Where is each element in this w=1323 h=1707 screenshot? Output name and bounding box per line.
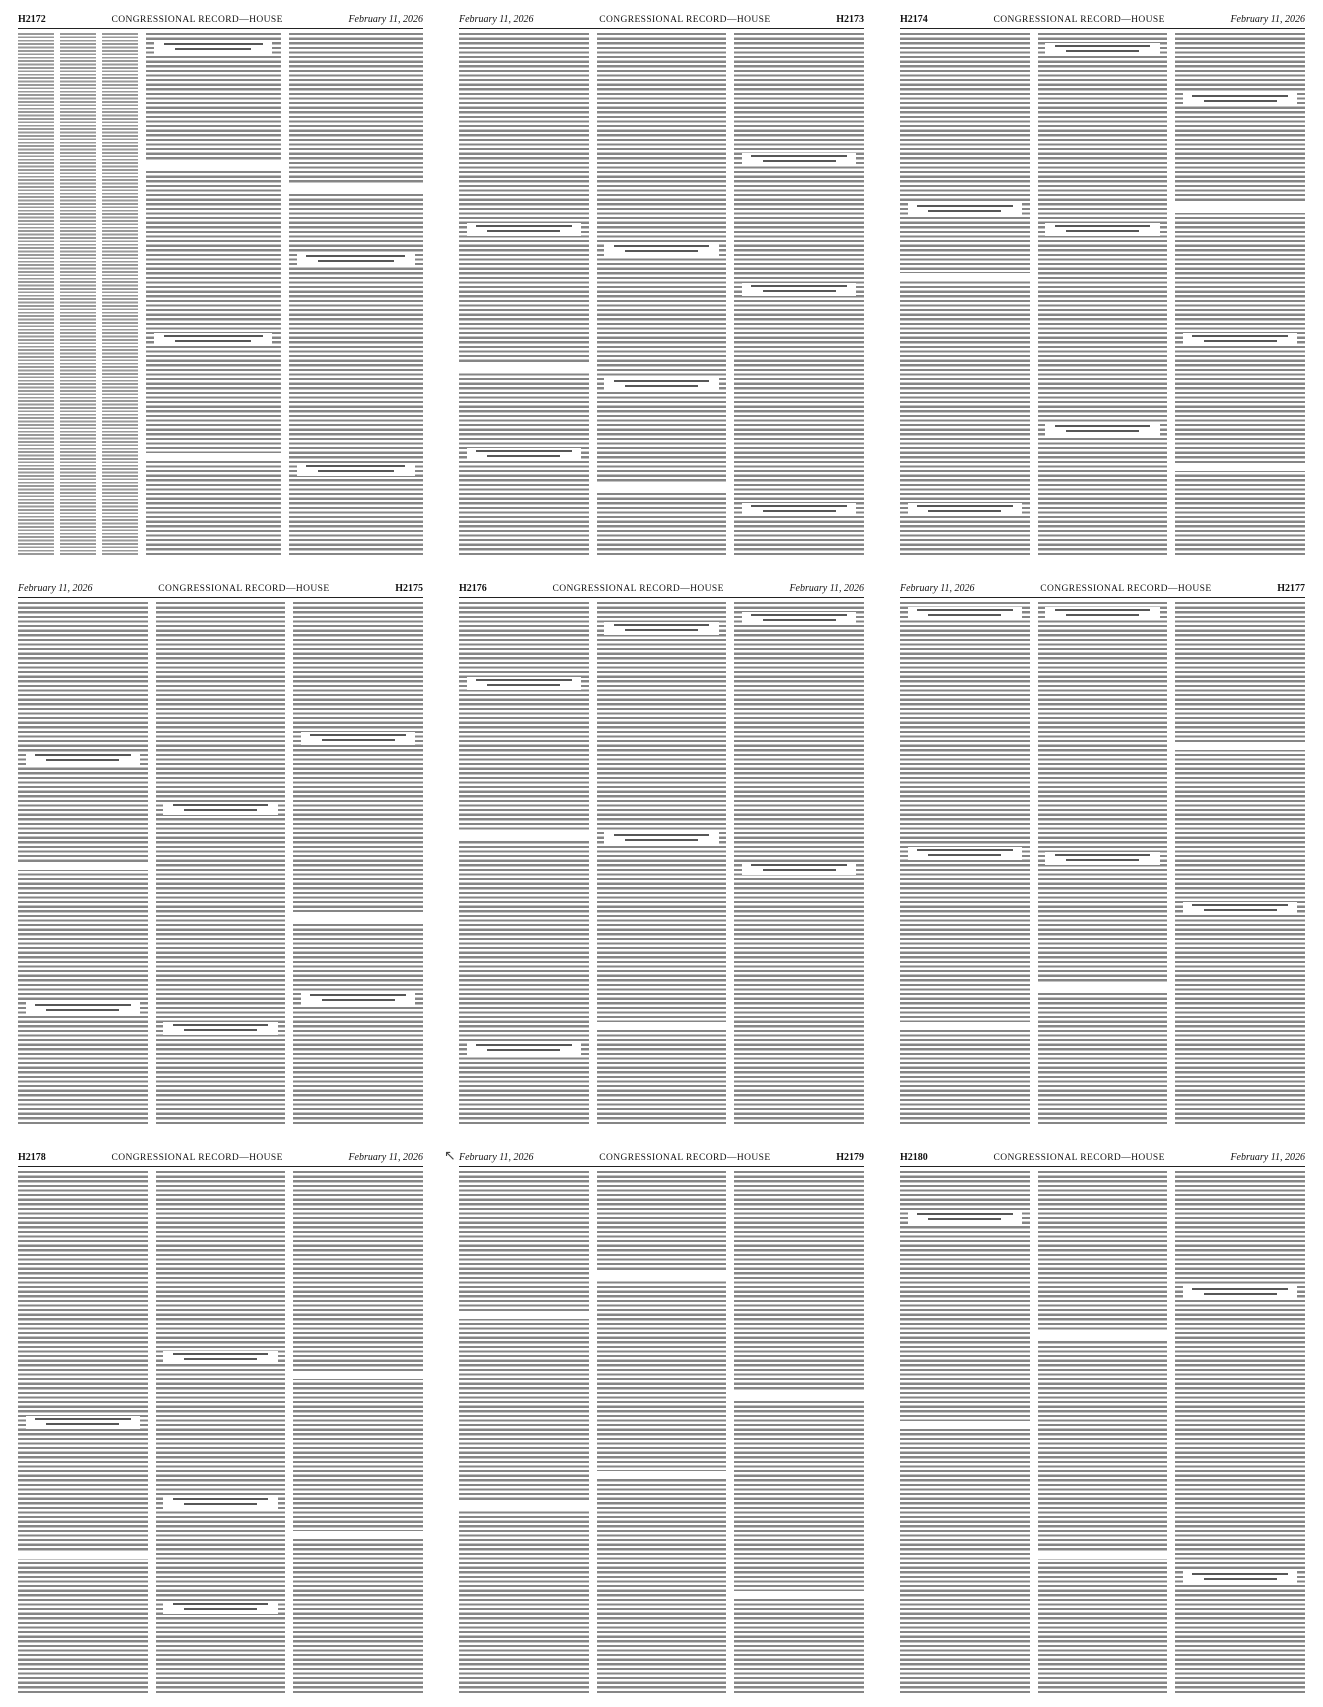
page-number: H2180 (900, 1152, 928, 1163)
page-header (459, 583, 864, 598)
text-column (1175, 1171, 1305, 1694)
section-heading (604, 243, 718, 256)
paragraph-break (459, 1311, 589, 1319)
page-date: February 11, 2026 (348, 1152, 423, 1163)
record-page (0, 1138, 441, 1707)
section-heading (297, 253, 415, 266)
page-header (900, 14, 1305, 29)
section-heading (1045, 43, 1159, 56)
section-heading (908, 607, 1022, 620)
section-heading (742, 612, 856, 625)
section-heading (163, 802, 277, 815)
section-heading (1183, 93, 1297, 106)
section-heading (604, 622, 718, 635)
masthead-title: CONGRESSIONAL RECORD—HOUSE (993, 15, 1165, 25)
section-heading (604, 378, 718, 391)
text-column (900, 602, 1030, 1125)
page-date: February 11, 2026 (1230, 1152, 1305, 1163)
paragraph-break (734, 1591, 864, 1599)
section-heading (297, 463, 415, 476)
paragraph-break (734, 1391, 864, 1399)
paragraph-break (293, 1531, 423, 1539)
section-heading (467, 677, 581, 690)
text-column (102, 33, 138, 556)
text-column (60, 33, 96, 556)
section-heading (154, 41, 272, 54)
page-number: H2177 (1277, 583, 1305, 594)
page-date: February 11, 2026 (348, 14, 423, 25)
section-heading (163, 1351, 277, 1364)
text-column (597, 602, 727, 1125)
text-column (1175, 33, 1305, 556)
paragraph-break (459, 1501, 589, 1509)
page-number: H2172 (18, 14, 46, 25)
paragraph-break (1038, 1551, 1168, 1559)
page-number: H2175 (395, 583, 423, 594)
text-column (597, 1171, 727, 1694)
text-column (1038, 602, 1168, 1125)
page-header (18, 14, 423, 29)
paragraph-break (1038, 1331, 1168, 1339)
text-column (734, 602, 864, 1125)
text-column (18, 602, 148, 1125)
text-column (900, 33, 1030, 556)
page-date: February 11, 2026 (459, 14, 534, 25)
record-page (441, 1138, 882, 1707)
section-heading (742, 503, 856, 516)
page-date: February 11, 2026 (18, 583, 93, 594)
paragraph-break (900, 273, 1030, 281)
section-heading (1045, 423, 1159, 436)
paragraph-break (597, 1022, 727, 1030)
paragraph-break (146, 161, 281, 171)
record-page (882, 0, 1323, 569)
paragraph-break (18, 1551, 148, 1559)
paragraph-break (293, 912, 423, 922)
section-heading (467, 1042, 581, 1055)
paragraph-break (1175, 463, 1305, 471)
paragraph-break (900, 1022, 1030, 1030)
page-date: February 11, 2026 (900, 583, 975, 594)
section-heading (1045, 607, 1159, 620)
masthead-title: CONGRESSIONAL RECORD—HOUSE (1040, 584, 1212, 594)
section-heading (26, 752, 140, 765)
section-heading (467, 223, 581, 236)
page-header (900, 583, 1305, 598)
section-heading (742, 862, 856, 875)
text-column (1038, 33, 1168, 556)
section-heading (742, 153, 856, 166)
paragraph-break (597, 483, 727, 491)
page-date: February 11, 2026 (459, 1152, 534, 1163)
page-date: February 11, 2026 (1230, 14, 1305, 25)
text-column (1038, 1171, 1168, 1694)
section-heading (301, 732, 415, 745)
text-column (459, 1171, 589, 1694)
paragraph-break (900, 1421, 1030, 1429)
page-number: H2173 (836, 14, 864, 25)
masthead-title: CONGRESSIONAL RECORD—HOUSE (993, 1153, 1165, 1163)
section-heading (163, 1601, 277, 1614)
section-heading (604, 832, 718, 845)
page-header (18, 583, 423, 598)
page-number: H2179 (836, 1152, 864, 1163)
paragraph-break (459, 832, 589, 840)
text-column (597, 33, 727, 556)
page-number: H2176 (459, 583, 487, 594)
text-column (293, 1171, 423, 1694)
section-heading (26, 1002, 140, 1015)
paragraph-break (18, 862, 148, 870)
section-heading (908, 503, 1022, 516)
text-column (156, 602, 286, 1125)
paragraph-break (597, 1271, 727, 1279)
section-heading (742, 283, 856, 296)
section-heading (908, 847, 1022, 860)
record-page (882, 569, 1323, 1138)
section-heading (26, 1416, 140, 1429)
text-column (734, 33, 864, 556)
mouse-cursor-icon: ↖ (444, 1148, 456, 1164)
paragraph-break (1175, 203, 1305, 213)
masthead-title: CONGRESSIONAL RECORD—HOUSE (111, 15, 283, 25)
text-column (146, 33, 281, 556)
page-header (459, 1152, 864, 1167)
masthead-title: CONGRESSIONAL RECORD—HOUSE (599, 1153, 771, 1163)
section-heading (301, 992, 415, 1005)
section-heading (154, 333, 272, 346)
text-column (459, 33, 589, 556)
section-heading (1045, 223, 1159, 236)
paragraph-break (1175, 742, 1305, 750)
masthead-title: CONGRESSIONAL RECORD—HOUSE (111, 1153, 283, 1163)
record-page (441, 569, 882, 1138)
record-page (0, 0, 441, 569)
section-heading (1183, 1571, 1297, 1584)
record-page (882, 1138, 1323, 1707)
page-number: H2174 (900, 14, 928, 25)
paragraph-break (146, 453, 281, 461)
paragraph-break (289, 183, 424, 193)
record-page (441, 0, 882, 569)
page-header (900, 1152, 1305, 1167)
masthead-title: CONGRESSIONAL RECORD—HOUSE (599, 15, 771, 25)
page-date: February 11, 2026 (789, 583, 864, 594)
page-number: H2178 (18, 1152, 46, 1163)
text-column (293, 602, 423, 1125)
masthead-title: CONGRESSIONAL RECORD—HOUSE (158, 584, 330, 594)
record-page (0, 569, 441, 1138)
text-column (18, 1171, 148, 1694)
paragraph-break (293, 1371, 423, 1379)
text-column (1175, 602, 1305, 1125)
section-heading (1045, 852, 1159, 865)
masthead-title: CONGRESSIONAL RECORD—HOUSE (552, 584, 724, 594)
text-column (900, 1171, 1030, 1694)
page-header (18, 1152, 423, 1167)
paragraph-break (597, 1471, 727, 1479)
section-heading (163, 1022, 277, 1035)
section-heading (163, 1496, 277, 1509)
paragraph-break (459, 363, 589, 371)
text-column (156, 1171, 286, 1694)
paragraph-break (1038, 982, 1168, 992)
text-column (289, 33, 424, 556)
section-heading (1183, 333, 1297, 346)
text-column (18, 33, 54, 556)
section-heading (1183, 1286, 1297, 1299)
section-heading (1183, 902, 1297, 915)
text-column (734, 1171, 864, 1694)
section-heading (467, 448, 581, 461)
page-header (459, 14, 864, 29)
section-heading (908, 1211, 1022, 1224)
text-column (459, 602, 589, 1125)
roll-call-name-list (18, 33, 138, 556)
section-heading (908, 203, 1022, 216)
